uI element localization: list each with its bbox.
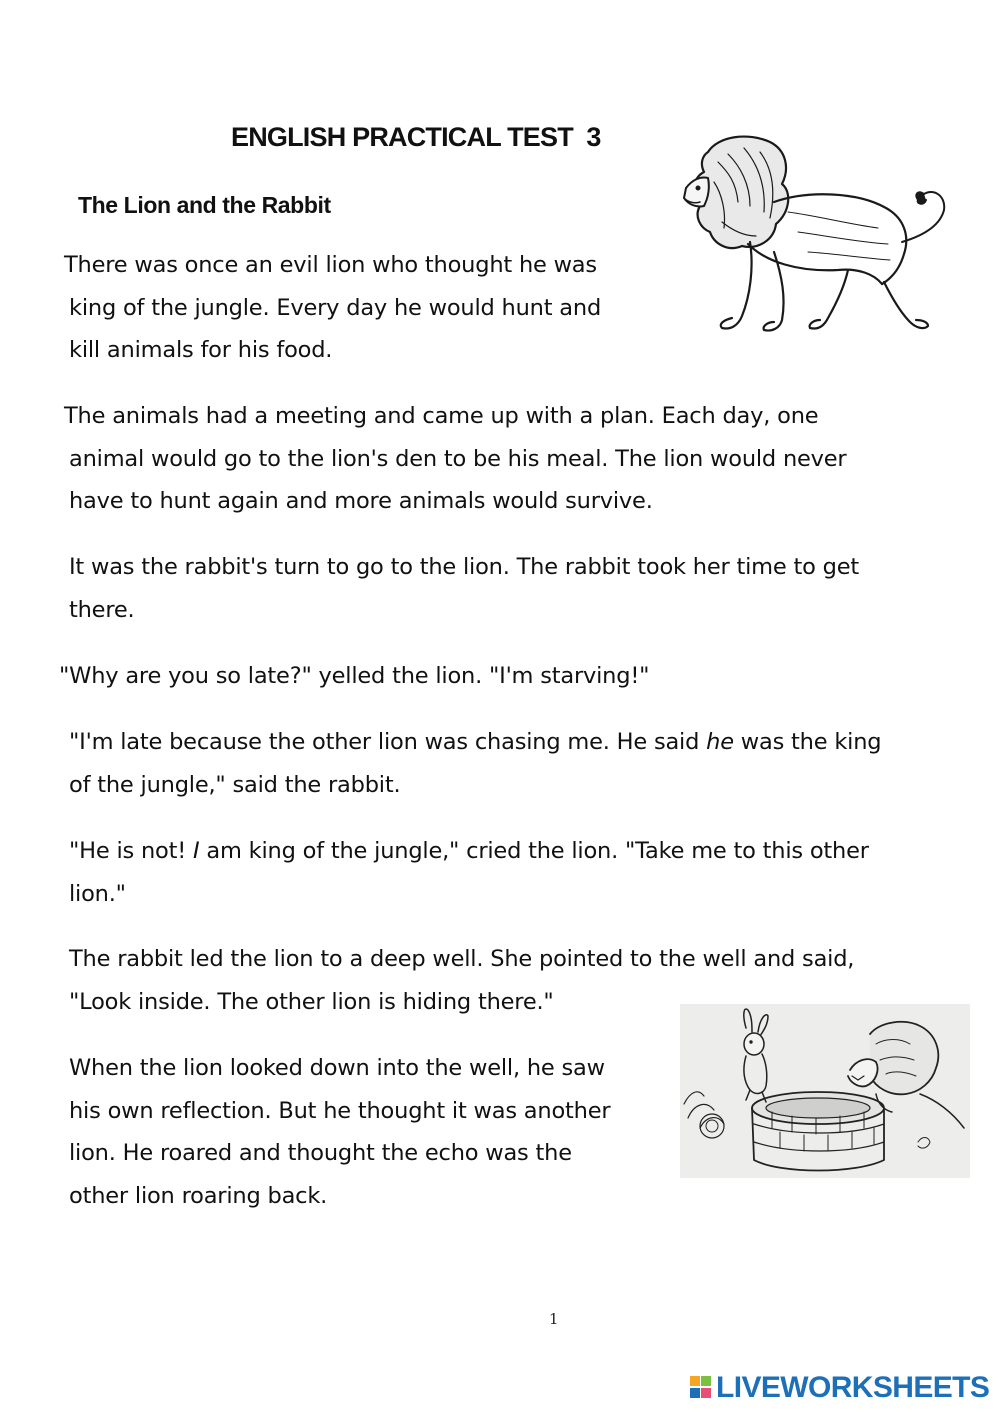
story-line: animal would go to the lion's den to be his meal. The lion would never bbox=[69, 445, 847, 472]
story-line: other lion roaring back. bbox=[69, 1182, 328, 1209]
emphasis-he: he bbox=[706, 729, 734, 755]
story-paragraph-1 bbox=[64, 244, 601, 372]
story-line: It was the rabbit's turn to go to the lion. The rabbit took her time to get bbox=[69, 554, 859, 580]
story-line: lion. He roared and thought the echo was the bbox=[69, 1140, 572, 1166]
story-paragraph-5 bbox=[69, 721, 881, 806]
emphasis-i: I bbox=[193, 838, 200, 864]
lion-illustration bbox=[678, 132, 954, 344]
story-paragraph-4 bbox=[59, 655, 649, 698]
story-paragraph-8 bbox=[69, 1047, 610, 1217]
story-line: There was once an evil lion who thought he was bbox=[64, 252, 597, 278]
story-title: The Lion and the Rabbit bbox=[78, 192, 331, 218]
lion-rabbit-well-illustration bbox=[680, 1004, 970, 1178]
story-text: am king of the jungle," cried the lion. "Take me to this other bbox=[199, 838, 869, 864]
story-text: was the king bbox=[733, 729, 882, 755]
story-line: "Look inside. The other lion is hiding there." bbox=[69, 988, 554, 1015]
story-line: of the jungle," said the rabbit. bbox=[69, 771, 401, 798]
story-line: "Why are you so late?" yelled the lion. "I'm starving!" bbox=[59, 663, 650, 689]
story-line: have to hunt again and more animals would survive. bbox=[69, 488, 653, 514]
liveworksheets-logo-icon bbox=[690, 1376, 712, 1400]
liveworksheets-wordmark: LIVEWORKSHEETS bbox=[716, 1371, 990, 1404]
story-line bbox=[69, 830, 869, 873]
story-text: "He is not! bbox=[69, 838, 194, 864]
story-line: The animals had a meeting and came up with a plan. Each day, one bbox=[64, 403, 819, 429]
story-line: there. bbox=[69, 596, 135, 623]
story-line bbox=[69, 721, 881, 764]
story-paragraph-6 bbox=[69, 830, 869, 915]
story-line: kill animals for his food. bbox=[69, 337, 333, 363]
worksheet-title: ENGLISH PRACTICAL TEST 3 bbox=[231, 122, 601, 152]
story-line: his own reflection. But he thought it was another bbox=[69, 1097, 611, 1124]
story-paragraph-2 bbox=[64, 395, 846, 523]
story-text: "I'm late because the other lion was chasing me. He said bbox=[69, 729, 707, 755]
liveworksheets-logo[interactable] bbox=[690, 1372, 989, 1404]
story-line: lion." bbox=[69, 880, 126, 907]
story-line: The rabbit led the lion to a deep well. She pointed to the well and said, bbox=[69, 946, 855, 972]
story-paragraph-3 bbox=[69, 546, 859, 631]
story-line: king of the jungle. Every day he would hunt and bbox=[69, 294, 602, 321]
page-number: 1 bbox=[549, 1310, 559, 1328]
story-line: When the lion looked down into the well, he saw bbox=[69, 1055, 605, 1081]
